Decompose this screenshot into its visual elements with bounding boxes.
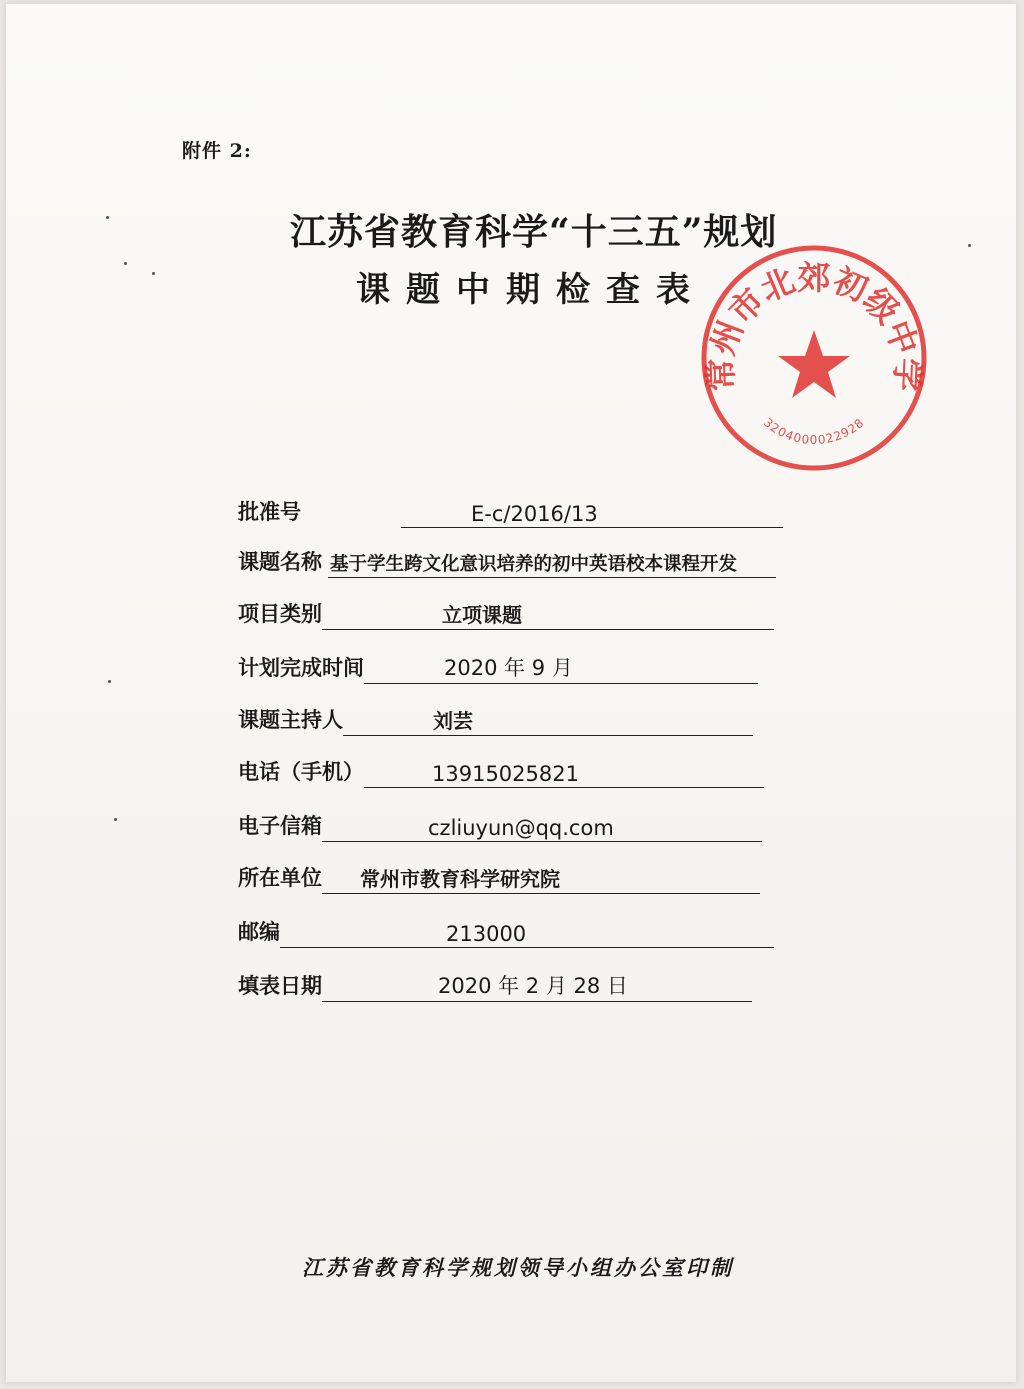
field-label: 课题名称 [238,549,322,574]
field-value: 刘芸 [433,709,473,733]
field-label: 计划完成时间 [238,655,364,680]
field-value: E-c/2016/13 [471,502,598,526]
field-value: czliuyun@qq.com [428,816,614,840]
field-planned-completion [238,650,758,684]
field-label: 项目类别 [238,601,322,626]
field-fill-date [238,968,752,1002]
field-value: 立项课题 [442,603,522,627]
field-label: 电子信箱 [238,813,322,838]
field-label: 课题主持人 [238,707,343,732]
field-phone [238,754,764,788]
attachment-label: 附件 2: [182,140,252,162]
field-postcode [238,914,774,948]
field-value: 2020 年 9 月 [444,656,573,680]
field-value: 213000 [446,922,527,946]
official-seal [696,240,932,476]
seal-text: 常州市北郊初级中学 [700,257,928,392]
field-email [238,808,762,842]
scan-speck [108,680,111,683]
document-page [6,4,1016,1382]
field-label: 所在单位 [238,865,322,890]
document-subtitle: 课题中期检查表 [356,270,706,310]
field-topic-name [238,544,776,578]
field-project-category [238,596,774,630]
svg-text:3204000022928 [761,415,867,447]
printer-footer: 江苏省教育科学规划领导小组办公室印制 [302,1255,734,1280]
field-label: 邮编 [238,919,280,944]
scan-speck [152,272,155,275]
field-label: 填表日期 [238,973,322,998]
scan-speck [114,818,117,821]
field-approval-number [238,494,783,528]
field-label: 电话（手机） [238,759,364,784]
field-value: 13915025821 [432,762,579,786]
field-value: 基于学生跨文化意识培养的初中英语校本课程开发 [330,554,738,575]
scan-speck [968,244,971,247]
document-title: 江苏省教育科学“十三五”规划 [290,211,778,253]
field-affiliation [238,860,760,894]
scan-speck [124,262,127,265]
seal-code: 3204000022928 [760,415,868,448]
field-value: 2020 年 2 月 28 日 [438,974,628,998]
scan-speck [106,216,109,219]
field-host [238,702,753,736]
field-value: 常州市教育科学研究院 [360,867,560,891]
field-label: 批准号 [238,499,301,524]
star-icon [778,330,850,398]
